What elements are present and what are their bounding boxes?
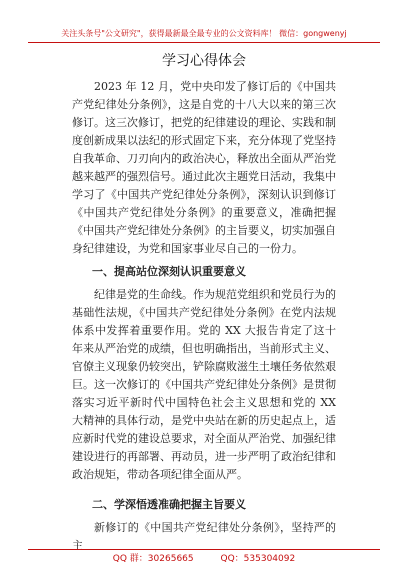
section-1-paragraph: 纪律是党的生命线。作为规范党组织和党员行为的基础性法规，《中国共产党纪律处分条例》在党内法规体系中发挥着重要作用。党的 XX 大报告肯定了这十年来从严治党的成绩，但也明确指出，当前形式主义、官僚主义现象仍较突出，铲除腐败滋生土壤任务依然艰巨。这一次修订的《中国共产党纪律处分条例》是贯彻落实习近平新时代中国特色社会主义思想和党的 XX 大精神的具体行动，是党中央站在新的历史起点上，适应新时代党的建设总要求，对全面从严治党、加强纪律建设进行的再部署、再动员，进一步严明了政治纪律和政治规矩，带动各项纪律全面从严。 (72, 288, 336, 481)
footer-qq-contact: QQ：535304092 (220, 554, 296, 564)
header-divider (28, 42, 380, 43)
intro-paragraph: 2023 年 12 月，党中央印发了修订后的《中国共产党纪律处分条例》，这是自党的十八大以来的第三次修订。这三次修订，把党的纪律建设的理论、实践和制度创新成果以法纪的形式固定下来，充分体现了党坚持自我革命、刀刃向内的政治决心，释放出全面从严治党越来越严的强烈信号。通过此次主题党日活动，我集中学习了《中国共产党纪律处分条例》，深刻认识到修订《中国共产党纪律处分条例》的重要意义，准确把握《中国共产党纪律处分条例》的主旨要义，切实加强自身纪律建设，为党和国家事业尽自己的一份力。 (72, 80, 336, 255)
section-2-paragraph: 新修订的《中国共产党纪律处分条例》，坚持严的主 (72, 521, 336, 552)
footer-divider (28, 549, 380, 550)
page-footer (28, 551, 380, 564)
section-heading-2: 二、学深悟透准确把握主旨要义 (92, 498, 246, 511)
document-body (72, 78, 336, 555)
section-heading-1: 一、提高站位深刻认识重要意义 (92, 265, 246, 278)
page-header-notice: 关注头条号"公文研究"，获得最新最全最专业的公文资料库！ 微信：gongwenyj (61, 29, 347, 38)
footer-qq-group: QQ 群：30265665 (112, 554, 194, 564)
document-title: 学习心得体会 (162, 53, 246, 69)
